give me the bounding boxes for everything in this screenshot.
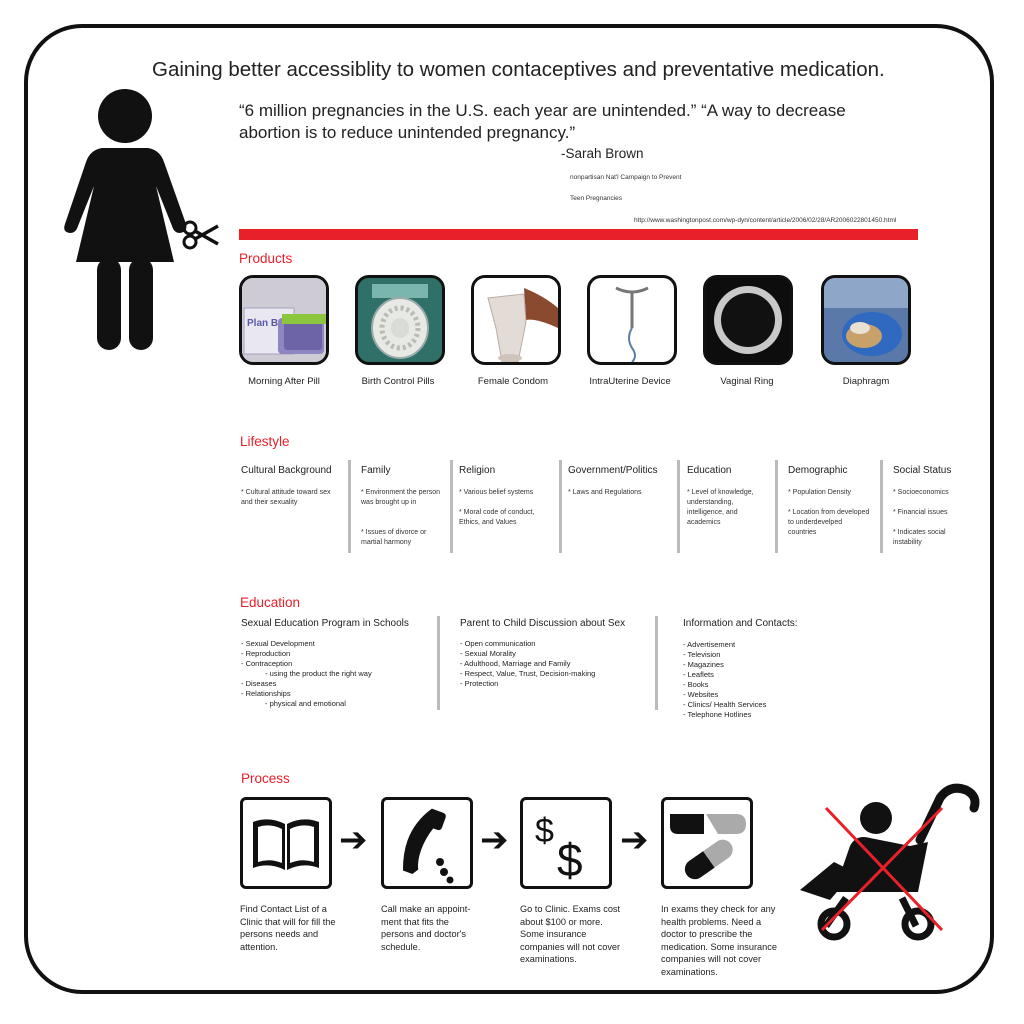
education-item: - Open communication xyxy=(460,639,536,648)
education-heading: Education xyxy=(240,595,301,610)
education-item: - Leaflets xyxy=(683,670,714,679)
quote-author: -Sarah Brown xyxy=(561,146,644,161)
product-label: Morning After Pill xyxy=(248,376,320,387)
morning-after-pill-image[interactable] xyxy=(239,275,329,365)
education-item: - Websites xyxy=(683,690,719,699)
education-item: - Respect, Value, Trust, Decision-making xyxy=(460,669,596,678)
pill-box-icon xyxy=(242,278,326,362)
column-divider xyxy=(450,460,453,553)
process-step-call[interactable] xyxy=(381,797,473,889)
page-title: Gaining better accessiblity to women contaceptives and preventative medication. xyxy=(152,58,885,81)
phone-icon xyxy=(384,800,470,886)
svg-text:$: $ xyxy=(535,812,554,850)
education-column-title: Information and Contacts: xyxy=(683,618,798,629)
process-step-text: Go to Clinic. Exams cost about $100 or more. Some insurance companies will not cover examinations. xyxy=(520,904,621,964)
lifestyle-item: * Various belief systems xyxy=(459,489,534,496)
column-divider xyxy=(880,460,883,553)
column-divider xyxy=(437,616,440,710)
product-label: IntraUterine Device xyxy=(589,376,671,387)
lifestyle-item: * Laws and Regulations xyxy=(568,489,642,496)
lifestyle-item: * Population Density xyxy=(788,489,852,496)
book-icon xyxy=(243,800,329,886)
lifestyle-column-title: Government/Politics xyxy=(568,465,658,476)
education-item: - Sexual Morality xyxy=(460,649,516,658)
diaphragm-image[interactable] xyxy=(821,275,911,365)
process-step-text: Find Contact List of a Clinic that will for fill the persons needs and attention. xyxy=(240,904,336,952)
intrauterine-device-image[interactable] xyxy=(587,275,677,365)
quote-affiliation-line-1: nonpartisan Nat'l Campaign to Prevent xyxy=(570,174,682,181)
lifestyle-column-title: Education xyxy=(687,465,732,476)
process-heading: Process xyxy=(241,771,290,786)
education-item: - using the product the right way xyxy=(265,669,372,678)
product-label: Birth Control Pills xyxy=(361,376,435,387)
no-stroller-icon xyxy=(790,780,986,950)
process-step-clinic-cost[interactable] xyxy=(520,797,612,889)
education-list xyxy=(683,640,766,720)
education-item: - Relationships xyxy=(241,689,291,698)
pill-pack-icon xyxy=(358,278,442,362)
product-label: Vaginal Ring xyxy=(720,376,774,387)
vaginal-ring-image[interactable] xyxy=(703,275,793,365)
arrow-icon: ➔ xyxy=(480,821,509,859)
lifestyle-item: * Issues of divorce or martial harmony xyxy=(361,529,427,546)
medication-icon xyxy=(664,800,750,886)
iud-icon xyxy=(590,278,674,362)
lifestyle-item: * Moral code of conduct, Ethics, and Values xyxy=(459,509,535,526)
accent-bar xyxy=(239,229,918,240)
column-divider xyxy=(655,616,658,710)
column-divider xyxy=(775,460,778,553)
condom-icon xyxy=(474,278,558,362)
process-step-exam[interactable] xyxy=(661,797,753,889)
quote-affiliation-line-2: Teen Pregnancies xyxy=(570,195,623,202)
education-item: - Diseases xyxy=(241,679,277,688)
arrow-icon: ➔ xyxy=(339,821,368,859)
lifestyle-item: * Level of knowledge, understanding, intelligence, and academics xyxy=(687,489,754,526)
column-divider xyxy=(677,460,680,553)
lifestyle-item: * Cultural attitude toward sex and their sexuality xyxy=(241,489,331,506)
svg-text:$: $ xyxy=(557,834,583,886)
lifestyle-item: * Location from developed to underdevelped countries xyxy=(788,509,870,536)
process-step-find-clinic[interactable] xyxy=(240,797,332,889)
lifestyle-column-title: Religion xyxy=(459,465,496,476)
product-label: Diaphragm xyxy=(842,376,890,387)
lifestyle-column-title: Social Status xyxy=(893,465,952,476)
source-link[interactable]: http://www.washingtonpost.com/wp-dyn/content/article/2006/02/28/AR2006022801450.html xyxy=(634,217,897,224)
education-item: - Magazines xyxy=(683,660,724,669)
education-item: - Reproduction xyxy=(241,649,291,658)
svg-text:Plan B: Plan B xyxy=(247,318,279,329)
education-item: - Sexual Development xyxy=(241,639,315,648)
product-label: Female Condom xyxy=(477,376,549,387)
education-item: - Protection xyxy=(460,679,499,688)
education-item: - Contraception xyxy=(241,659,293,668)
lifestyle-column-title: Demographic xyxy=(788,465,848,476)
education-list xyxy=(460,639,595,689)
diaphragm-icon xyxy=(824,278,908,362)
lifestyle-item: * Socioeconomics xyxy=(893,489,949,496)
scissors-icon xyxy=(184,222,218,248)
education-item: - Adulthood, Marriage and Family xyxy=(460,659,571,668)
education-column-title: Parent to Child Discussion about Sex xyxy=(460,618,626,629)
products-heading: Products xyxy=(239,251,293,266)
lifestyle-heading: Lifestyle xyxy=(240,434,290,449)
lifestyle-item: * Environment the person was brought up in xyxy=(361,489,440,506)
education-item: - physical and emotional xyxy=(265,699,346,708)
lifestyle-column-title: Cultural Background xyxy=(241,465,332,476)
lifestyle-column-title: Family xyxy=(361,465,391,476)
education-list xyxy=(241,639,372,709)
quote-text: “6 million pregnancies in the U.S. each year are unintended.” “A way to decrease abortion is to reduce unintended pregnancy.” xyxy=(239,101,846,142)
education-item: - Advertisement xyxy=(683,640,736,649)
education-item: - Books xyxy=(683,680,709,689)
birth-control-pills-image[interactable] xyxy=(355,275,445,365)
process-step-text: Call make an appoint-ment that fits the persons and doctor's schedule. xyxy=(381,904,471,952)
female-condom-image[interactable] xyxy=(471,275,561,365)
education-item: - Clinics/ Health Services xyxy=(683,700,767,709)
education-item: - Telephone Hotlines xyxy=(683,710,752,719)
column-divider xyxy=(559,460,562,553)
lifestyle-item: * Indicates social instability xyxy=(893,529,946,546)
process-step-text: In exams they check for any health problems. Need a doctor to prescribe the medication. Some insurance companies will not cover examinations. xyxy=(661,904,777,977)
arrow-icon: ➔ xyxy=(620,821,649,859)
column-divider xyxy=(348,460,351,553)
dollar-icon xyxy=(523,800,609,886)
lifestyle-item: * Financial issues xyxy=(893,509,948,516)
woman-figure-icon xyxy=(64,86,224,354)
education-item: - Television xyxy=(683,650,721,659)
ring-icon xyxy=(706,278,790,362)
education-column-title: Sexual Education Program in Schools xyxy=(241,618,409,629)
